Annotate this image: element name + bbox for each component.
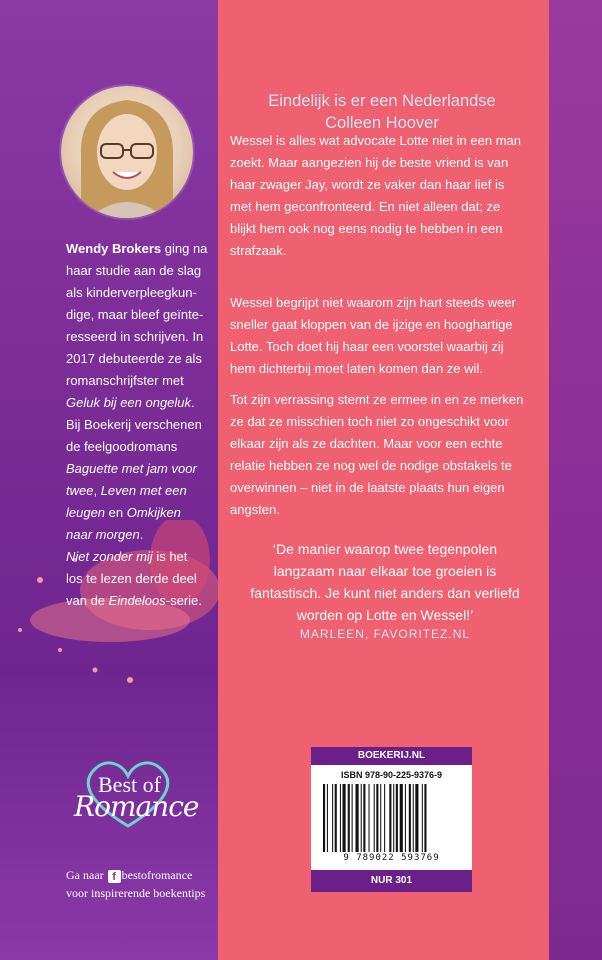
author-bio: Wendy Brokers ging na haar studie aan de slag als kinderverpleegkun- dige, maar bleef geïnte- resseerd in schrijven. In 2017 debuteerde ze als romanschrijfster met Geluk bij een ongeluk. Bij Boekerij verschenen de feelgoodromans Baguette met jam voor twee, Leven met een leugen en Omkijken naar morgen. Niet zonder mij is het los te lezen derde deel van de Eindeloos-serie. (66, 241, 208, 608)
blurb-paragraph-2: Wessel begrijpt niet waarom zijn hart steeds weer sneller gaat kloppen van de ijzige en hooghartige Lotte. Toch doet hij haar een voorstel waarbij zij hem dichterbij moet laten komen dan ze wil. (230, 295, 516, 376)
headline: Eindelijk is er een Nederlandse Colleen Hoover (268, 92, 496, 132)
quote-source: MARLEEN, FAVORITEZ.NL (299, 627, 471, 641)
review-quote: ‘De manier waarop twee tegenpolen langzaam naar elkaar toe groeien is fantastisch. Je kunt niet anders dan verliefd worden op Lotte en Wessel!’ (250, 541, 520, 623)
barcode-digits: 9 789022 593769 (343, 853, 440, 863)
facebook-handle: bestofromance (121, 868, 193, 882)
author-name: Wendy Brokers (66, 241, 162, 256)
author-photo (61, 86, 193, 218)
facebook-icon: f (108, 870, 121, 883)
nur-label: NUR 301 (311, 870, 472, 892)
series-name: Eindeloos (108, 593, 166, 608)
blurb-paragraph-1: Wessel is alles wat advocate Lotte niet in een man zoekt. Maar aangezien hij de beste vriend is van haar zwager Jay, wordt ze vaker dan haar lief is met hem geconfronteerd. En niet alleen dat; ze blijkt hem ook nog eens nodig te hebben in een strafzaak. (230, 133, 521, 258)
publisher-url: BOEKERIJ.NL (311, 747, 472, 765)
this-book-title: Niet zonder mij (66, 549, 153, 564)
debut-title: Geluk bij een ongeluk (66, 395, 192, 410)
left-panel (0, 0, 218, 960)
isbn-label: ISBN 978-90-225-9376-9 (340, 770, 443, 780)
barcode-bars (323, 784, 460, 852)
social-promo: Ga naar f bestofromance voor inspirerende boekentips (66, 868, 206, 900)
best-of-romance-logo: Best of Romance (68, 754, 188, 834)
edge-strip (549, 0, 602, 960)
blurb-paragraph-3: Tot zijn verrassing stemt ze ermee in en ze merken ze dat ze misschien toch niet zo ongeschikt voor elkaar zijn als ze dachten. Maar voor een echte relatie hebben ze nog wel de nodige obstakels te overwinnen – niet in de laatste plaats hun eigen angsten. (230, 392, 524, 517)
barcode-box (311, 747, 472, 892)
